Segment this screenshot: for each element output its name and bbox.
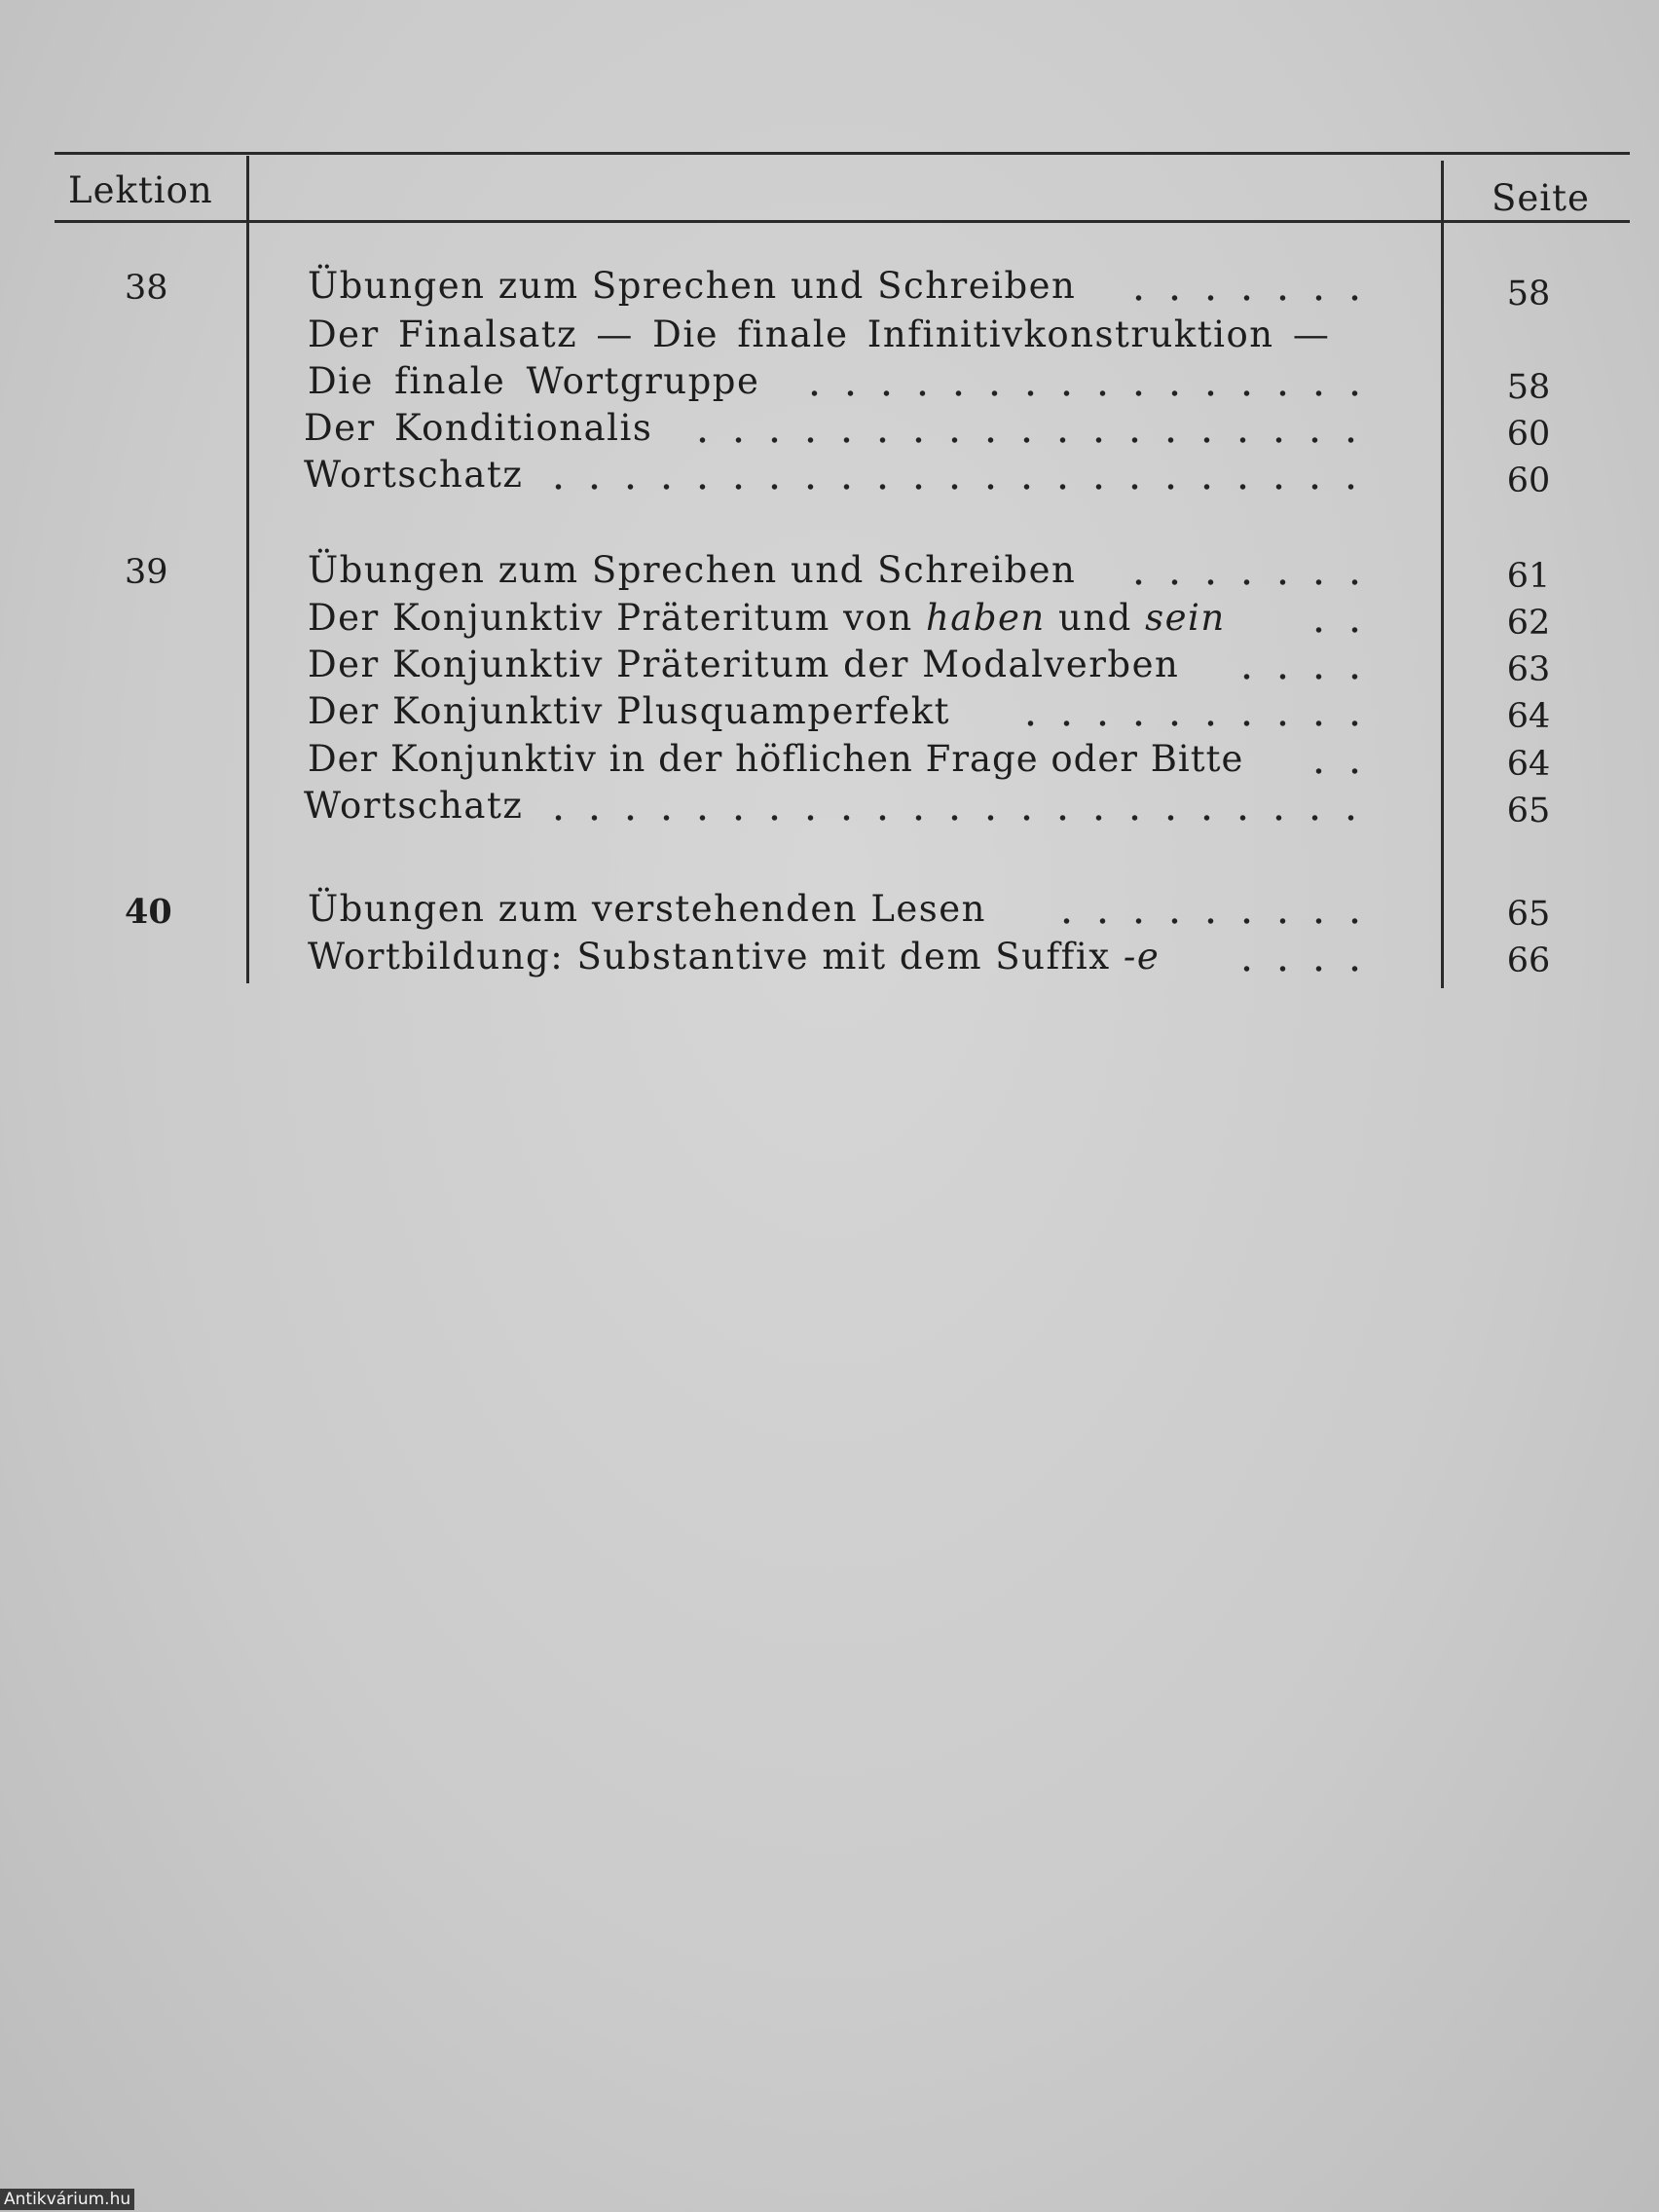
page-number: 60 — [1506, 461, 1551, 500]
toc-entry[interactable] — [308, 934, 1373, 980]
toc-entry[interactable] — [308, 688, 1373, 735]
dot-leader — [808, 389, 1373, 397]
dot-leader — [1295, 767, 1373, 775]
dot-leader — [553, 483, 1369, 491]
toc-entry[interactable] — [304, 452, 1369, 498]
entry-title-part: und — [1045, 597, 1146, 639]
header-lektion: Lektion — [68, 169, 213, 211]
toc-entry[interactable] — [308, 358, 1373, 405]
dot-leader — [1295, 626, 1373, 634]
dot-leader — [1110, 294, 1373, 302]
toc-entry[interactable] — [308, 886, 1373, 933]
entry-title-italic: haben — [925, 597, 1046, 639]
entry-title: Der Konjunktiv in der höflichen Frage oder Bitte — [308, 738, 1244, 780]
toc-entry[interactable] — [304, 783, 1369, 830]
dot-leader — [1022, 719, 1373, 727]
toc-entry[interactable] — [308, 547, 1373, 594]
entry-title: Der Konditionalis — [304, 407, 653, 449]
entry-title-italic: -e — [1123, 936, 1161, 977]
entry-title: Übungen zum Sprechen und Schreiben — [308, 265, 1077, 307]
toc-entry[interactable] — [308, 736, 1373, 783]
lesson-number-40: 40 — [125, 892, 172, 932]
page-number: 61 — [1506, 557, 1551, 596]
toc-entry[interactable] — [308, 263, 1373, 310]
entry-title: Die finale Wortgruppe — [308, 360, 760, 402]
entry-title-part: Der Konjunktiv Präteritum von — [308, 597, 926, 639]
top-rule — [55, 152, 1630, 155]
entry-title: Wortschatz — [304, 454, 524, 496]
page-number: 63 — [1506, 650, 1551, 689]
page-number: 64 — [1506, 697, 1551, 736]
left-column-divider — [246, 156, 249, 983]
dot-leader — [553, 814, 1369, 822]
toc-entry[interactable] — [308, 595, 1373, 642]
lesson-number-39: 39 — [125, 553, 168, 592]
entry-title-italic: sein — [1145, 597, 1226, 639]
page-number: 58 — [1506, 368, 1551, 407]
dot-leader — [1227, 673, 1373, 681]
entry-title — [308, 595, 1373, 642]
page-number: 58 — [1506, 275, 1551, 313]
watermark-label: Antikvárium.hu — [0, 2189, 134, 2210]
entry-title — [308, 934, 1373, 980]
entry-title: Übungen zum verstehenden Lesen — [308, 888, 987, 930]
dot-leader — [1227, 965, 1373, 973]
header-seite: Seite — [1492, 177, 1590, 219]
right-column-divider — [1441, 161, 1444, 988]
page-number: 65 — [1506, 792, 1551, 830]
page-number: 60 — [1506, 415, 1551, 454]
toc-entry[interactable] — [308, 312, 1373, 358]
entry-title: Wortschatz — [304, 785, 524, 827]
toc-entry[interactable] — [308, 642, 1373, 688]
page-number: 66 — [1506, 941, 1551, 980]
page-number: 64 — [1506, 745, 1551, 784]
entry-title: Der Finalsatz — Die finale Infinitivkonstruktion — — [308, 313, 1331, 355]
page-number: 62 — [1506, 604, 1551, 643]
dot-leader — [1110, 578, 1373, 586]
entry-title: Übungen zum Sprechen und Schreiben — [308, 549, 1077, 591]
entry-title: Der Konjunktiv Präteritum der Modalverben — [308, 644, 1180, 685]
lesson-number-38: 38 — [125, 269, 168, 308]
dot-leader — [697, 436, 1369, 444]
entry-title: Der Konjunktiv Plusquamperfekt — [308, 690, 951, 732]
entry-title-part: Wortbildung: Substantive mit dem Suffix — [308, 936, 1124, 977]
dot-leader — [1051, 917, 1373, 925]
header-rule — [55, 220, 1630, 223]
page-number: 65 — [1506, 895, 1551, 934]
toc-entry[interactable] — [304, 405, 1369, 452]
